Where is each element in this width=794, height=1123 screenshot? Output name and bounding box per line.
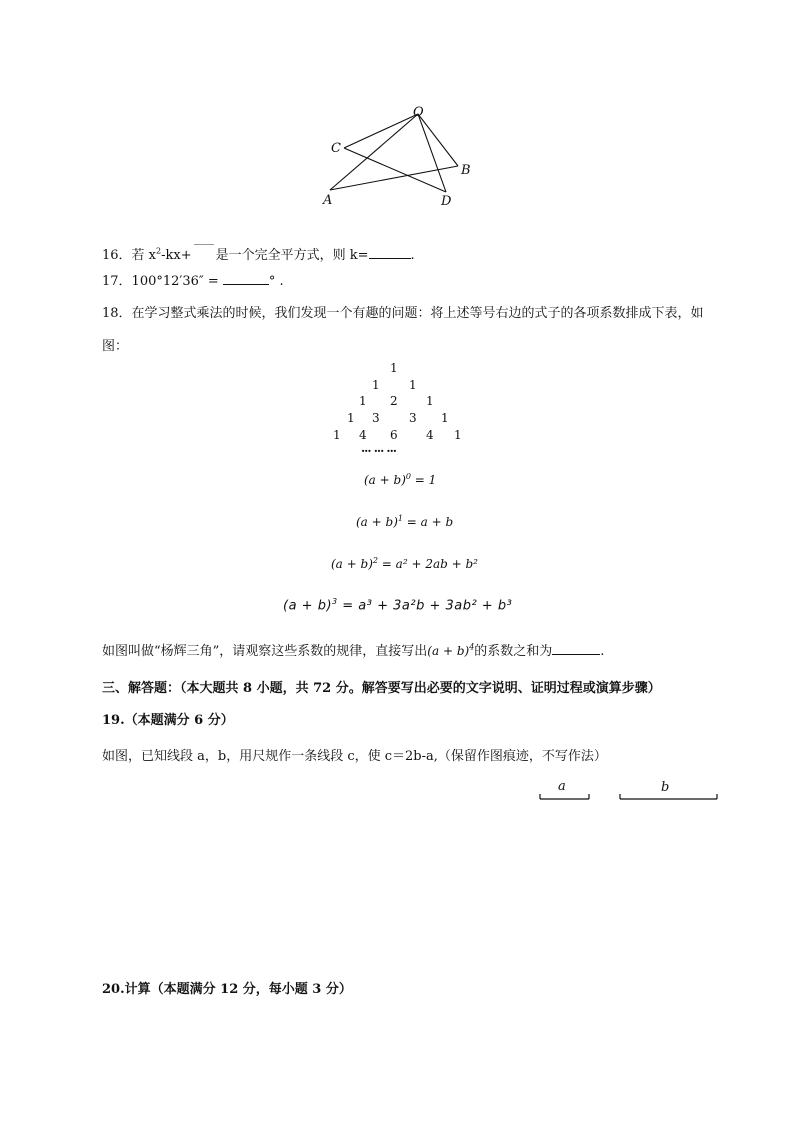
label-B: B [461, 163, 471, 178]
equation-2 [331, 556, 478, 571]
tri-r4-c2: 6 [390, 428, 398, 442]
tri-r3-c3: 1 [441, 411, 449, 425]
segment-CD [344, 148, 446, 192]
question-19-text: 如图，已知线段 a，b，用尺规作一条线段 c，使 c＝2b-a,（保留作图痕迹，不写作法） [102, 749, 607, 764]
tri-r1-c0: 1 [372, 378, 380, 392]
eq0-exp: 0 [405, 472, 411, 481]
segment-OC [344, 114, 418, 148]
segment-a [538, 792, 592, 802]
geometry-figure [318, 104, 478, 214]
q17-answer-blank[interactable] [223, 272, 269, 285]
tri-r1-c1: 1 [409, 378, 417, 392]
tri-r3-c2: 3 [409, 411, 417, 425]
question-16 [102, 244, 415, 263]
tri-r3-c0: 1 [347, 411, 355, 425]
equation-0 [364, 472, 436, 487]
question-18-line2: 图： [102, 339, 129, 354]
q18b-expr: (a + b) [427, 644, 470, 658]
eq2-exp: 2 [372, 556, 378, 565]
eq3-exp: 3 [332, 597, 338, 606]
segment-OD [418, 114, 446, 192]
question-20-title: 20.计算（本题满分 12 分，每小题 3 分） [102, 982, 352, 997]
segment-a-label: a [558, 779, 566, 794]
tri-r0-c0: 1 [390, 361, 398, 375]
q16-text-after: 是一个完全平方式，则 k= [215, 248, 369, 263]
eq1-rhs: = a + b [402, 515, 454, 529]
tri-dots: ··· ··· ··· [361, 444, 396, 458]
equation-3 [283, 597, 512, 613]
eq0-rhs: = 1 [410, 473, 437, 487]
tri-r4-c0: 1 [333, 428, 341, 442]
tri-r4-c3: 4 [426, 428, 434, 442]
eq0-lhs: (a + b) [364, 473, 406, 487]
segment-b [618, 792, 720, 802]
eq1-exp: 1 [397, 514, 403, 523]
section-3-title: 三、解答题：（本大题共 8 小题，共 72 分。解答要写出必要的文字说明、证明过程或演算步骤） [102, 681, 661, 696]
tri-r2-c2: 1 [426, 394, 434, 408]
eq2-lhs: (a + b) [331, 557, 373, 571]
q18b-text-before: 如图叫做“杨辉三角”，请观察这些系数的规律，直接写出 [102, 644, 428, 659]
segment-b-label: b [661, 780, 670, 795]
label-C: C [331, 141, 341, 156]
q18b-exp: 4 [469, 642, 475, 652]
q16-text-mid: -kx+ [161, 248, 192, 263]
q17-text-end: ° . [268, 274, 284, 289]
segment-OA [330, 114, 418, 190]
q16-text-before: 16．若 x [102, 248, 157, 263]
q16-text-end: . [410, 248, 415, 263]
question-18-ask [102, 640, 604, 659]
q18b-text-after: 的系数之和为 [474, 644, 553, 659]
q18b-text-end: . [600, 644, 605, 659]
eq3-rhs: = a³ + 3a²b + 3ab² + b³ [337, 598, 513, 614]
label-O: O [413, 105, 424, 120]
segment-OB [418, 114, 458, 166]
q16-missing-term [194, 244, 214, 257]
tri-r2-c0: 1 [359, 394, 367, 408]
tri-r4-c4: 1 [454, 428, 462, 442]
equation-1 [356, 514, 453, 529]
tri-r3-c1: 3 [372, 411, 380, 425]
tri-r4-c1: 4 [359, 428, 367, 442]
q17-text: 17．100°12′36″ = [102, 274, 219, 289]
question-19-title: 19.（本题满分 6 分） [102, 713, 234, 728]
eq2-rhs: = a² + 2ab + b² [377, 557, 478, 571]
tri-r2-c1: 2 [390, 394, 398, 408]
eq3-lhs: (a + b) [283, 598, 333, 614]
q16-sup: 2 [156, 246, 162, 256]
label-D: D [441, 194, 452, 209]
q18-answer-blank[interactable] [552, 642, 600, 655]
question-18-line1: 18．在学习整式乘法的时候，我们发现一个有趣的问题：将上述等号右边的式子的各项系数排成下表，如 [102, 306, 704, 321]
eq1-lhs: (a + b) [356, 515, 398, 529]
q16-answer-blank[interactable] [369, 246, 411, 259]
question-17 [102, 270, 284, 289]
label-A: A [323, 193, 333, 208]
